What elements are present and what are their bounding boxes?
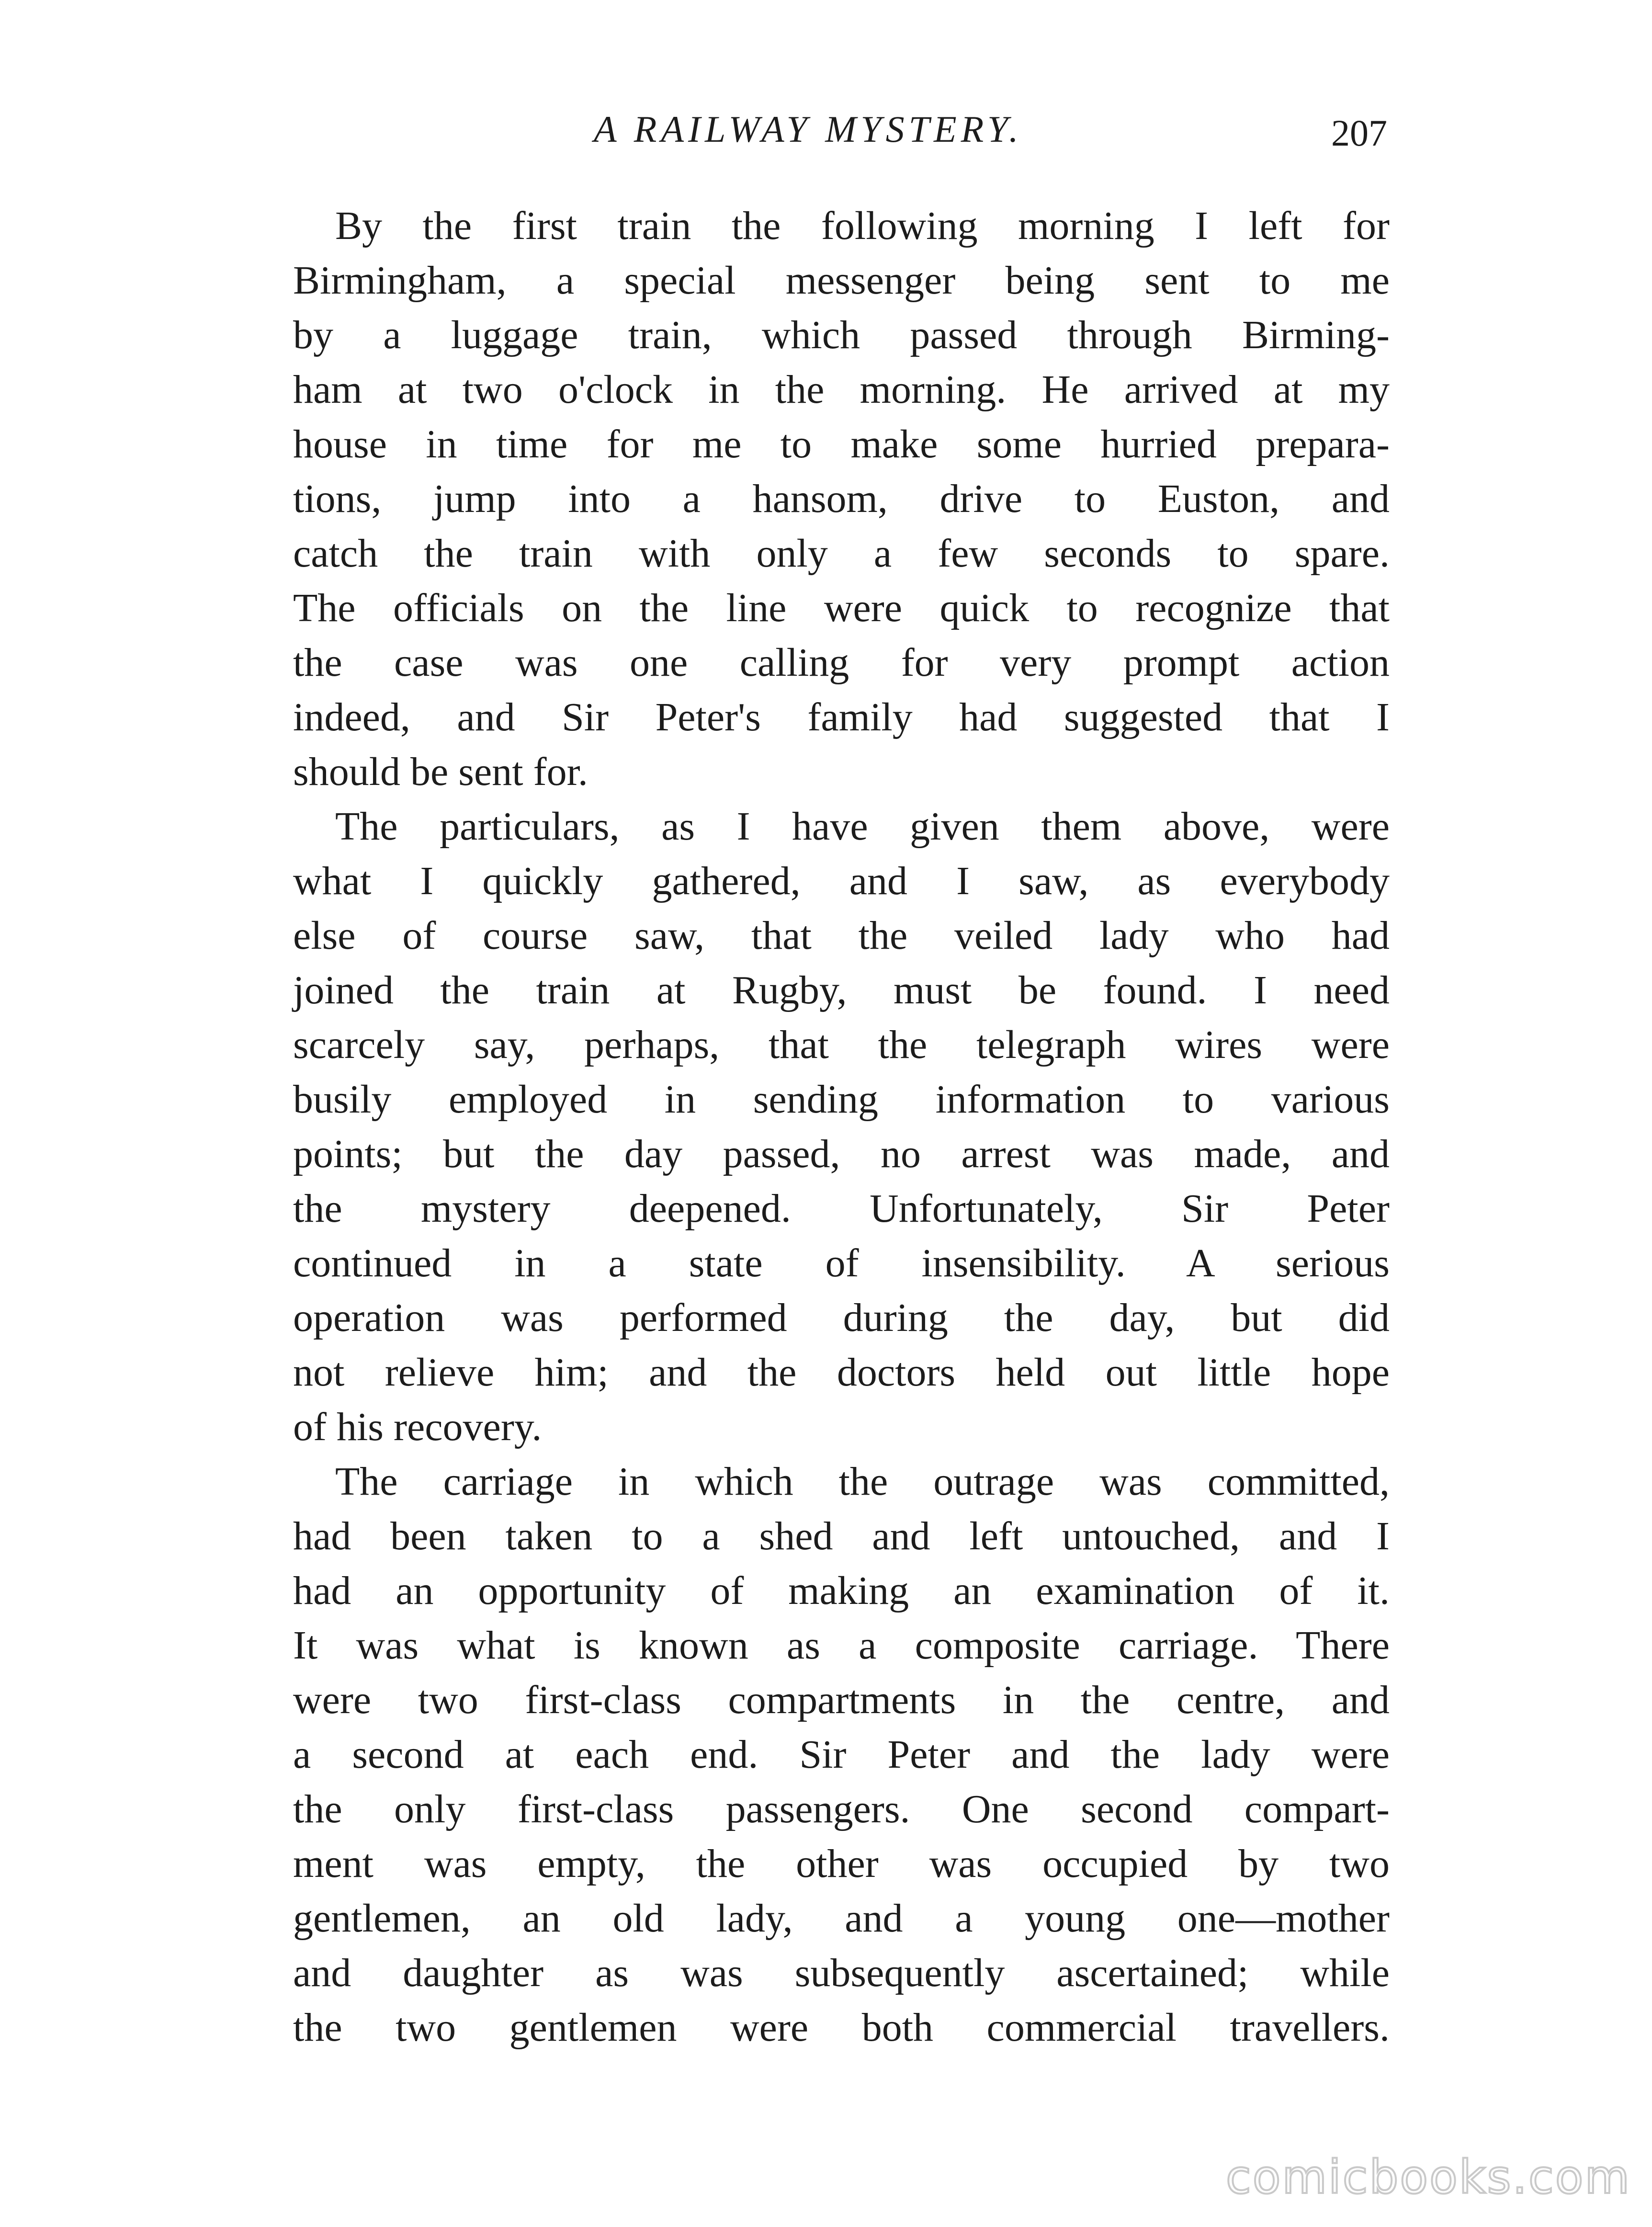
text-line: joined the train at Rugby, must be found. I need [293,968,1390,1012]
text-line: had been taken to a shed and left untouched, and I [293,1514,1390,1558]
text-line: operation was performed during the day, but did [293,1295,1390,1340]
text-line: the mystery deepened. Unfortunately, Sir Peter [293,1186,1390,1231]
text-line: continued in a state of insensibility. A serious [293,1241,1390,1285]
text-line: catch the train with only a few seconds to spare. [293,531,1390,576]
page-number: 207 [1331,112,1387,154]
text-line: gentlemen, an old lady, and a young one—mother [293,1896,1390,1941]
text-line: ment was empty, the other was occupied by two [293,1841,1390,1886]
text-line: busily employed in sending information to various [293,1077,1390,1122]
text-line: ham at two o'clock in the morning. He arrived at my [293,367,1390,412]
text-line: The carriage in which the outrage was committed, [335,1459,1390,1504]
text-line: should be sent for. [293,750,588,794]
text-line: of his recovery. [293,1405,542,1449]
text-line: what I quickly gathered, and I saw, as everybody [293,859,1390,903]
text-line: tions, jump into a hansom, drive to Euston, and [293,477,1390,521]
text-line: The officials on the line were quick to recognize that [293,586,1390,630]
text-line: Birmingham, a special messenger being sent to me [293,258,1390,303]
text-line: by a luggage train, which passed through Birming- [293,313,1390,357]
text-line: scarcely say, perhaps, that the telegraph wires were [293,1023,1390,1067]
text-line: a second at each end. Sir Peter and the lady were [293,1732,1390,1777]
text-line: It was what is known as a composite carriage. There [293,1623,1390,1668]
page-body [293,199,1390,2055]
text-line: the only first-class passengers. One second compart- [293,1787,1390,1831]
text-line: the case was one calling for very prompt action [293,640,1390,685]
paragraph-3 [293,1454,1390,2055]
text-line: house in time for me to make some hurried prepara- [293,422,1390,466]
text-line: had an opportunity of making an examination of it. [293,1568,1390,1613]
page-header [0,108,1652,165]
running-title: A RAILWAY MYSTERY. [594,108,1023,150]
text-line: were two first-class compartments in the centre, and [293,1678,1390,1722]
paragraph-1 [293,199,1390,799]
text-line: and daughter as was subsequently ascertained; while [293,1951,1390,1995]
text-line: points; but the day passed, no arrest was made, and [293,1132,1390,1176]
text-line: else of course saw, that the veiled lady who had [293,913,1390,958]
watermark: comicbooks.com [1226,2150,1631,2204]
text-line: By the first train the following morning I left for [335,204,1390,248]
text-line: the two gentlemen were both commercial travellers. [293,2005,1390,2050]
text-line: The particulars, as I have given them above, were [335,804,1390,849]
text-line: not relieve him; and the doctors held out little hope [293,1350,1390,1395]
paragraph-2 [293,799,1390,1454]
text-line: indeed, and Sir Peter's family had suggested that I [293,695,1390,739]
